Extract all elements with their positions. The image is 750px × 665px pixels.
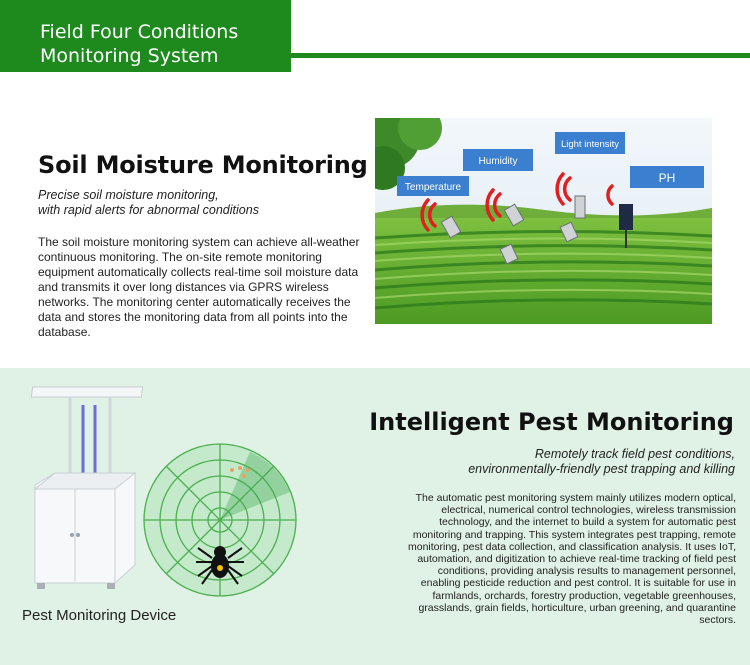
svg-text:PH: PH — [658, 171, 676, 185]
svg-text:Temperature: Temperature — [404, 182, 462, 193]
pest-device-label: Pest Monitoring Device — [22, 607, 177, 624]
svg-text:Light intensity: Light intensity — [560, 139, 620, 150]
label-ph — [630, 166, 704, 188]
pest-body: The automatic pest monitoring system mainly utilizes modern optical, electrical, numerical control technologies, wireless transmission technology, and the internet to build a system for automatic pest monitoring and trapping. This system integrates pest trapping, remote monitoring, pest data collection, and classification analysis. It uses IoT, automation, and digitization to achieve real-time tracking of field pest conditions, providing analysis results to management personnel, enabling pesticide reduction and pest control. It is suitable for use in farmlands, orchards, forestry production, vegetable greenhouses, grasslands, grain fields, horticulture, urban greening, and quarantine sectors. — [407, 492, 736, 627]
radar-pest-icon — [140, 440, 300, 600]
header-banner — [0, 0, 291, 72]
pest-monitoring-device-image — [25, 385, 145, 600]
page-title: Field Four Conditions Monitoring System — [40, 21, 239, 67]
svg-text:Humidity: Humidity — [478, 156, 518, 167]
label-light-intensity — [555, 132, 625, 154]
field-sensors-illustration — [375, 118, 712, 324]
header-rule — [291, 53, 750, 58]
pest-heading: Intelligent Pest Monitoring — [369, 408, 734, 436]
pest-subtitle: Remotely track field pest conditions, environmentally-friendly pest trapping and killing — [468, 447, 735, 476]
soil-body: The soil moisture monitoring system can achieve all-weather continuous monitoring. The on-site remote monitoring equipment automatically collects real-time soil moisture data and transmits it over long distances via GPRS wireless networks. The monitoring center automatically receives the data and stores the monitoring data from all points into the database. — [38, 235, 360, 339]
ph-sensor — [619, 204, 633, 230]
label-humidity — [463, 149, 533, 171]
label-temperature — [397, 176, 469, 196]
soil-heading: Soil Moisture Monitoring — [38, 151, 368, 179]
soil-subtitle: Precise soil moisture monitoring, with rapid alerts for abnormal conditions — [38, 188, 259, 217]
